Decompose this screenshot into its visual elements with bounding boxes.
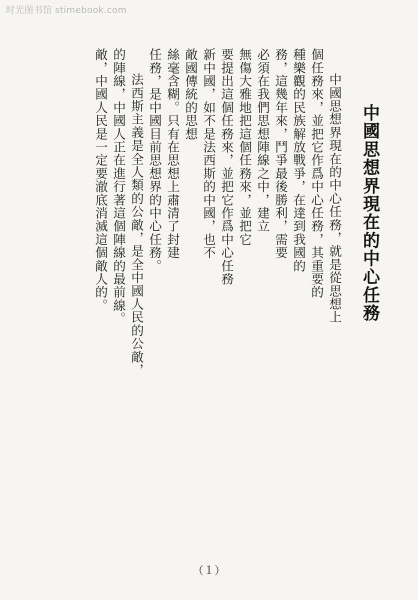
text-column-7: 要提出這個任務來，並把它作爲中心任務 (219, 48, 234, 286)
text-column-4: 務，這幾年來，鬥爭最後勝利，需要 (273, 48, 288, 260)
text-column-6: 無傷大雅地把這個任務來，並把它 (237, 48, 252, 246)
text-column-10: 絲毫含糊。只有在思想上肅清了封建 (165, 48, 180, 260)
text-column-8: 新中國，如不是法西斯的中國，也不 (201, 48, 216, 260)
text-column-5: 必須在我們思想陣線之中，建立 (255, 48, 270, 233)
watermark: 时光图书馆 stimebook.com (6, 6, 127, 16)
text-column-11: 任務，是中國目前思想界的中心任務。 (147, 48, 162, 273)
text-column-12: 法西斯主義是全人類的公敵，是全中國人民的公敵， (129, 73, 144, 377)
text-column-13: 的陣線，中國人正在進行著這個陣線的最前線。 (111, 48, 126, 326)
text-column-2: 個任務來，並把它作爲中心任務，其重要的 (309, 48, 324, 299)
page-number: （１） (192, 564, 226, 577)
text-column-14: 敵，中國人民是一定要澈底消滅這個敵人的。 (93, 48, 108, 312)
text-column-3: 種樂觀的民族解放戰爭，在達到我國的 (291, 48, 306, 273)
text-column-1: 中國思想界現在的中心任務，就是從思想上 (327, 73, 342, 324)
page-title: 中國思想界現在的中心任務 (359, 104, 379, 323)
vertical-text-block (44, 48, 380, 554)
text-column-9: 敵國傳統的思想 (183, 48, 198, 141)
